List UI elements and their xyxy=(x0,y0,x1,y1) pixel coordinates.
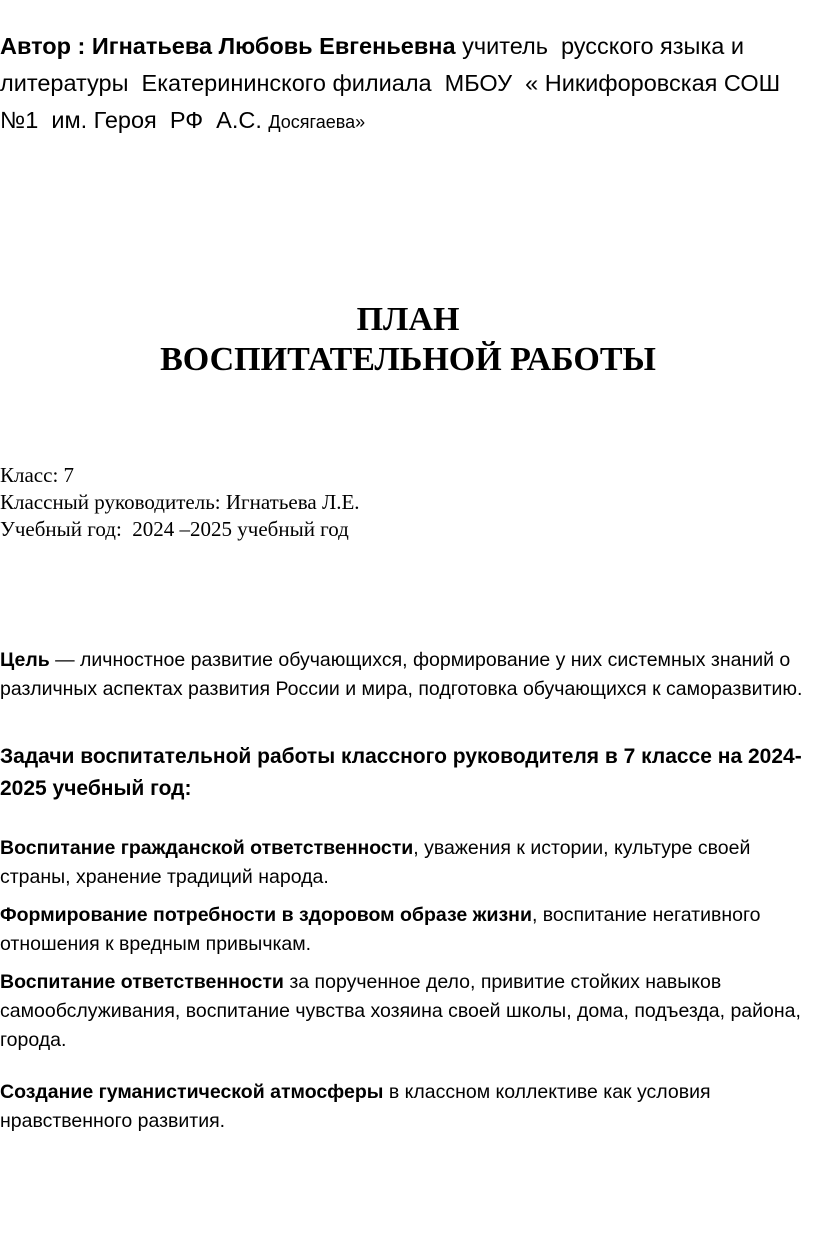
task-text: , воспитание негативного отношения к вредным привычкам. xyxy=(0,904,761,955)
task-item xyxy=(0,1078,812,1136)
author-label: Автор : Игнатьева Любовь Евгеньевна xyxy=(0,33,456,59)
school-year: Учебный год: 2024 –2025 учебный год xyxy=(0,517,349,541)
task-text: за порученное дело, привитие стойких навыков самообслуживания, воспитание чувства хозяина своей школы, дома, подъезда, района, города. xyxy=(0,971,801,1051)
task-text: , уважения к истории, культуре своей страны, хранение традиций народа. xyxy=(0,837,751,888)
task-text: в классном коллективе как условия нравственного развития. xyxy=(0,1081,711,1132)
goal-label: Цель xyxy=(0,649,50,671)
task-bold: Воспитание гражданской ответственности xyxy=(0,837,414,859)
author-block xyxy=(0,28,800,141)
task-bold: Создание гуманистической атмосферы xyxy=(0,1081,384,1103)
goal-text-end: подготовка обучающихся к саморазвитию. xyxy=(412,678,803,700)
task-item xyxy=(0,834,812,892)
author-description-end: Досягаева» xyxy=(268,112,366,132)
task-bold: Формирование потребности в здоровом образе жизни xyxy=(0,904,532,926)
author-description: учитель русского языка и литературы Екатерининского филиала МБОУ « Никифоровская СОШ №1 им. Героя РФ А.С. xyxy=(0,33,794,133)
class-info xyxy=(0,462,360,543)
tasks-heading: Задачи воспитательной работы классного руководителя в 7 классе на 2024-2025 учебный год: xyxy=(0,745,802,800)
document-title-line1: ПЛАН xyxy=(356,301,460,338)
goal-text: — личностное развитие обучающихся, формирование у них системных знаний о различных аспектах развития России и мира xyxy=(0,649,791,700)
goal-comma: , xyxy=(407,678,413,700)
goal-paragraph xyxy=(0,646,812,704)
class-number: Класс: 7 xyxy=(0,463,75,487)
task-item xyxy=(0,901,812,959)
task-item xyxy=(0,968,812,1055)
class-teacher: Классный руководитель: Игнатьева Л.Е. xyxy=(0,490,360,514)
task-bold: Воспитание ответственности xyxy=(0,971,284,993)
document-title-line2: ВОСПИТАТЕЛЬНОЙ РАБОТЫ xyxy=(160,341,656,378)
